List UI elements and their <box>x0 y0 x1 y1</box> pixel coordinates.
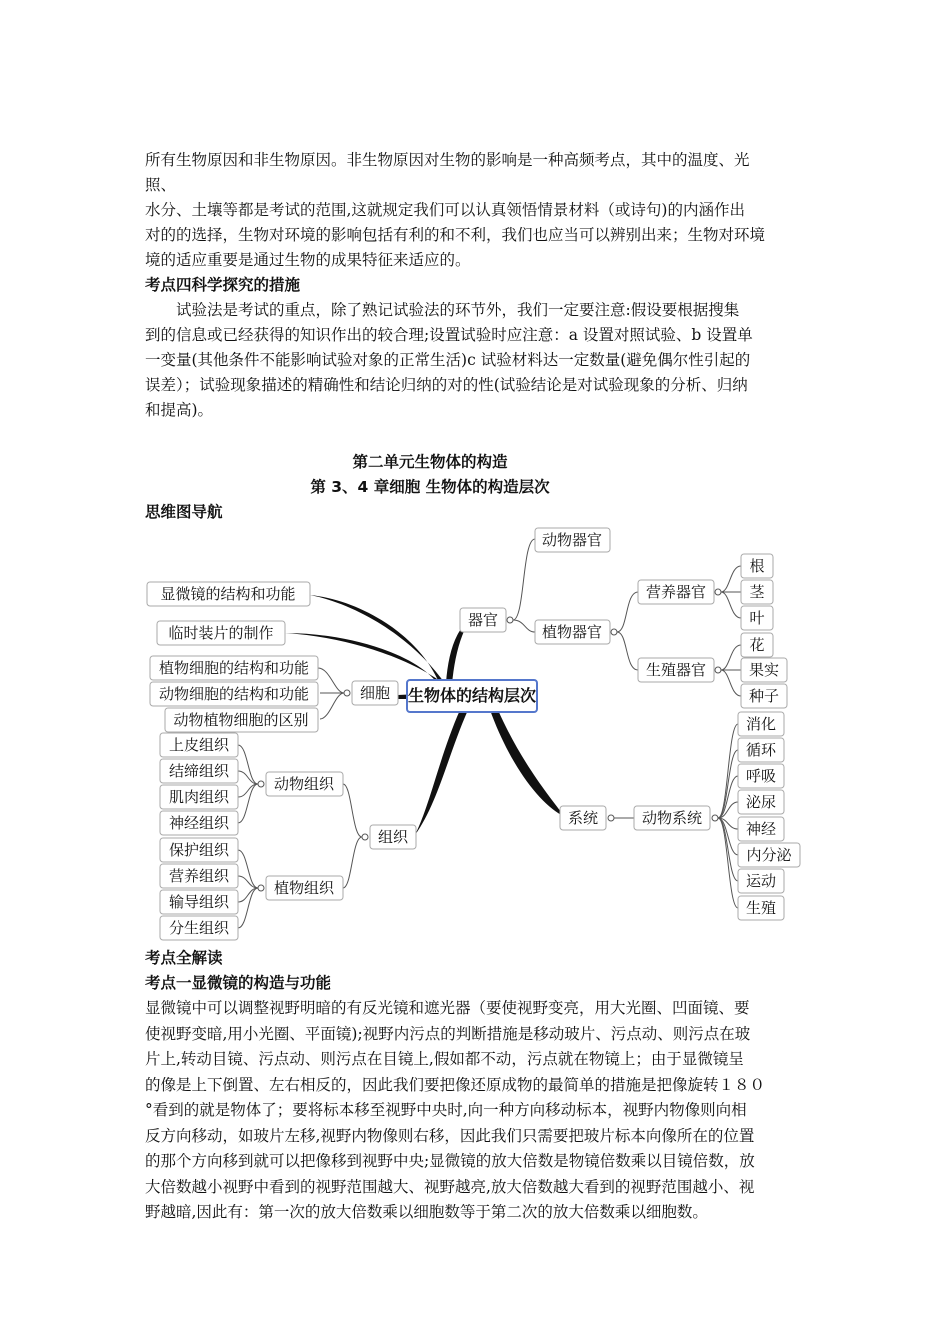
node-zhiwu-zuzhi-item: 保护组织 <box>168 841 230 859</box>
node-xibao-item: 植物细胞的结构和功能 <box>158 659 310 677</box>
node-shengzhi-item: 花 <box>749 636 765 654</box>
text-line: 野越暗,因此有：第一次的放大倍数乘以细胞数等于第二次的放大倍数乘以细胞数。 <box>145 1203 708 1221</box>
node-xitong-item: 神经 <box>745 820 777 838</box>
node-zuzhi: 组织 <box>377 828 409 846</box>
text-line: 到的信息或已经获得的知识作出的较合理;设置试验时应注意：a 设置对照试验、b 设置单 <box>145 326 753 344</box>
node-shengzhi-item: 种子 <box>748 687 780 705</box>
text-line: 的那个方向移到就可以把像移到视野中央;显微镜的放大倍数是物镜倍数乘以目镜倍数，放 <box>145 1152 755 1170</box>
text-line: 照、 <box>145 176 177 194</box>
text-line: 使视野变暗,用小光圈、平面镜);视野内污点的判断措施是移动玻片、污点动、则污点在玻 <box>145 1024 751 1043</box>
mindmap-heading: 思维图导航 <box>145 503 223 521</box>
node-shengzhi-item: 果实 <box>748 661 780 679</box>
branch-thick <box>490 710 565 817</box>
node-xitong-item: 循环 <box>745 741 777 759</box>
unit-title: 第二单元生物体的构造 <box>352 453 508 471</box>
node-shengzhi-qiguan: 生殖器官 <box>645 661 707 679</box>
node-zhiwu-zuzhi-item: 营养组织 <box>168 867 230 885</box>
node-dongwu-zuzhi-item: 神经组织 <box>168 814 230 832</box>
text-line: 反方向移动，如玻片左移,视野内物像则右移，因此我们只需要把玻片标本向像所在的位置 <box>145 1126 755 1145</box>
node-linshi: 临时装片的制作 <box>168 624 274 642</box>
node-qiguan: 器官 <box>467 611 499 629</box>
text-line: 的像是上下倒置、左右相反的，因此我们要把像还原成物的最简单的措施是把像旋转１８０ <box>145 1075 766 1094</box>
text-line: 对的的选择，生物对环境的影响包括有利的和不利，我们也应当可以辨别出来；生物对环境 <box>145 226 766 244</box>
text-line: °看到的就是物体了；要将标本移至视野中央时,向一种方向移动标本，视野内物像则向相 <box>145 1101 747 1119</box>
node-dongwu-zuzhi-item: 肌肉组织 <box>168 788 230 806</box>
node-yingyang-item: 叶 <box>749 609 765 627</box>
chapter-title: 第 3、4 章细胞 生物体的构造层次 <box>310 478 550 496</box>
node-xitong: 系统 <box>567 809 599 827</box>
text-line: 大倍数越小视野中看到的视野范围越大、视野越亮,放大倍数越大看到的视野范围越小、视 <box>145 1177 755 1196</box>
node-zhiwu-zuzhi-item: 分生组织 <box>168 919 230 937</box>
kaodian-heading: 考点全解读 <box>145 949 223 967</box>
node-xitong-item: 内分泌 <box>746 846 792 864</box>
node-xibao: 细胞 <box>359 684 391 702</box>
node-zhiwu-zuzhi-item: 输导组织 <box>168 893 230 911</box>
text-line: 片上,转动目镜、污点动、则污点在目镜上,假如都不动，污点就在物镜上；由于显微镜呈 <box>145 1050 744 1068</box>
text-line: 和提高)。 <box>145 401 214 419</box>
text-line: 水分、土壤等都是考试的范围,这就规定我们可以认真领悟情景材料（或诗句)的内涵作出 <box>145 201 745 219</box>
text-line: 误差）；试验现象描述的精确性和结论归纳的对的性(试验结论是对试验现象的分析、归纳 <box>145 376 748 394</box>
node-yingyang-item: 茎 <box>749 583 765 601</box>
section4-heading: 考点四科学探究的措施 <box>145 276 301 294</box>
branch-thick <box>415 710 468 835</box>
text-line: 一变量(其他条件不能影响试验对象的正常生活)c 试验材料达一定数量(避免偶尔性引起的 <box>145 351 751 369</box>
center-node: 生物体的结构层次 <box>407 686 537 705</box>
node-zhiwu-zuzhi: 植物组织 <box>273 879 335 897</box>
intro-paragraph <box>145 148 815 273</box>
node-dongwu-qiguan: 动物器官 <box>541 531 603 549</box>
node-xibao-item: 动物植物细胞的区别 <box>173 711 309 729</box>
text-line: 所有生物原因和非生物原因。非生物原因对生物的影响是一种高频考点，其中的温度、光 <box>145 151 750 169</box>
node-xitong-item: 运动 <box>745 872 777 890</box>
node-dongwu-zuzhi-item: 结缔组织 <box>168 762 230 780</box>
node-dongwu-zuzhi-item: 上皮组织 <box>168 736 230 754</box>
node-xitong-item: 呼吸 <box>745 767 777 785</box>
node-yingyang-item: 根 <box>749 557 765 575</box>
mind-map <box>140 525 820 945</box>
node-xianweijing: 显微镜的结构和功能 <box>160 585 296 603</box>
section1-heading: 考点一显微镜的构造与功能 <box>145 974 332 992</box>
node-xitong-item: 泌尿 <box>745 793 777 811</box>
node-dongwu-zuzhi: 动物组织 <box>273 775 335 793</box>
node-yingyang-qiguan: 营养器官 <box>645 583 707 601</box>
node-xitong-item: 生殖 <box>745 899 777 917</box>
node-dongwu-xitong: 动物系统 <box>641 809 703 827</box>
section4-paragraph <box>145 298 815 423</box>
text-line: 显微镜中可以调整视野明暗的有反光镜和遮光器（要使视野变亮，用大光圈、凹面镜、要 <box>145 999 750 1017</box>
text-line: 试验法是考试的重点，除了熟记试验法的环节外，我们一定要注意:假设要根据搜集 <box>145 301 740 319</box>
text-line: 境的适应重要是通过生物的成果特征来适应的。 <box>145 251 471 269</box>
node-xitong-item: 消化 <box>745 715 777 733</box>
section1-paragraph <box>145 996 815 1226</box>
node-zhiwu-qiguan: 植物器官 <box>541 623 603 641</box>
node-xibao-item: 动物细胞的结构和功能 <box>158 685 310 703</box>
